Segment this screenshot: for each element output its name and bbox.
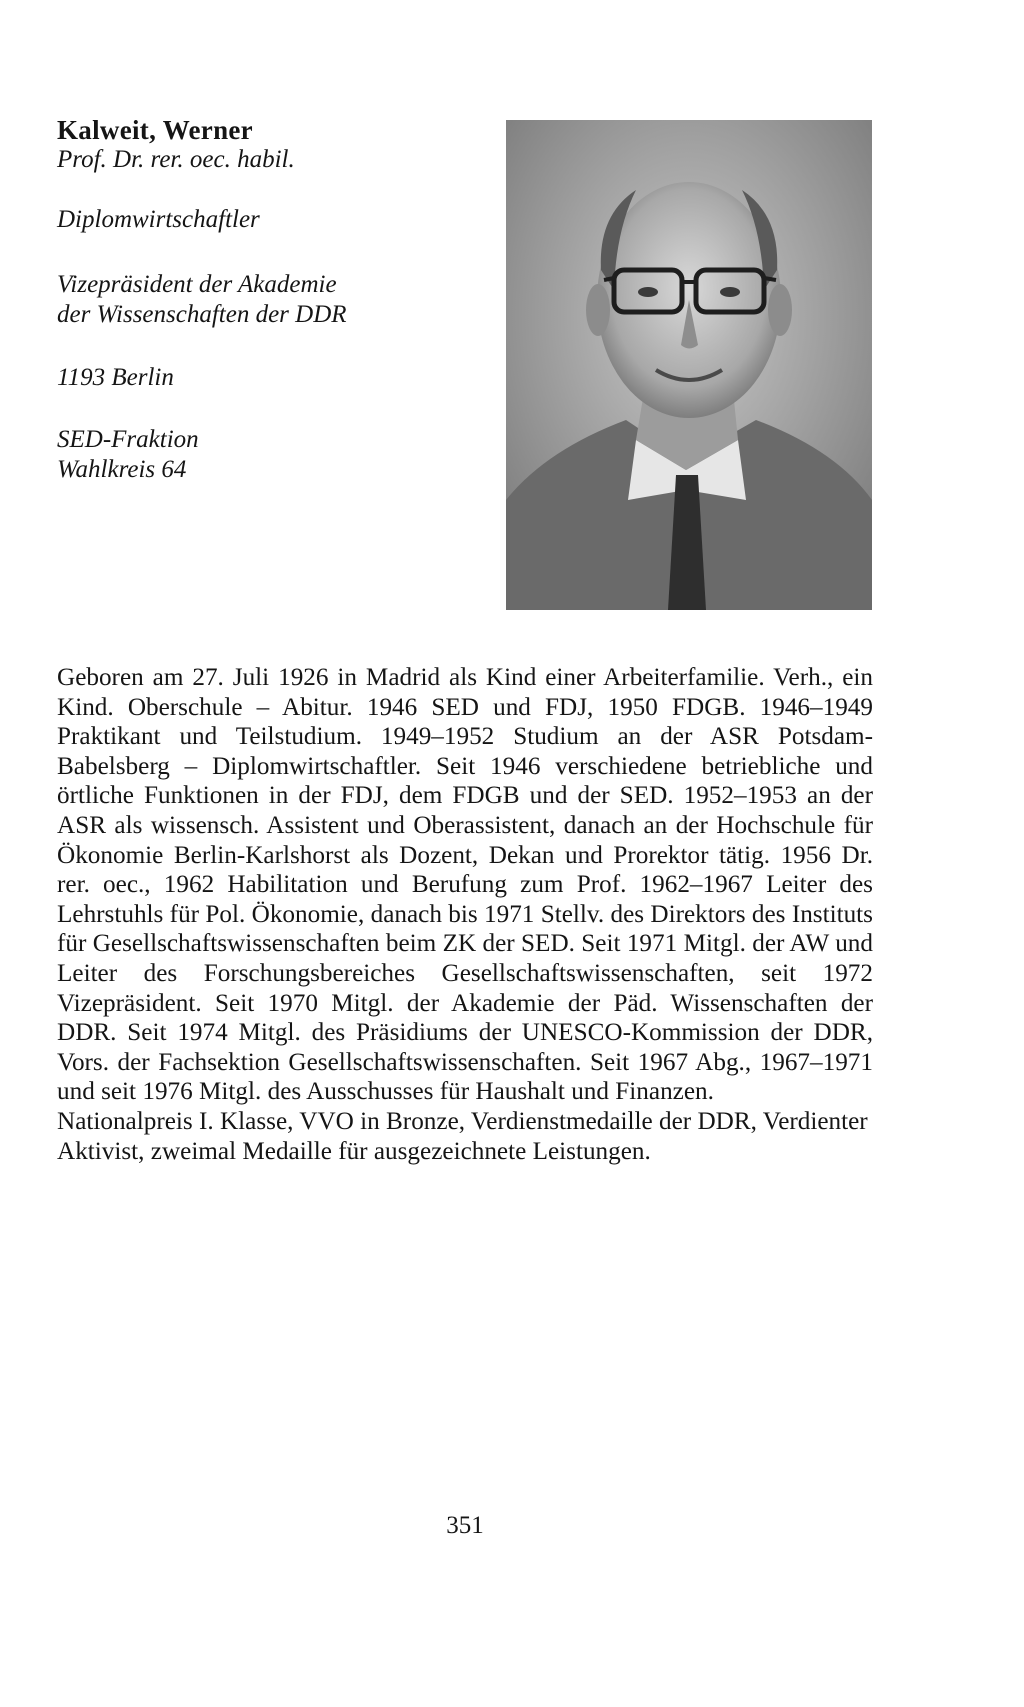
location: 1193 Berlin — [57, 364, 174, 391]
faction: SED-Fraktion — [57, 426, 199, 453]
portrait-photo — [506, 120, 872, 610]
constituency: Wahlkreis 64 — [57, 456, 187, 483]
faction-block — [57, 425, 199, 485]
position-block — [57, 270, 347, 330]
page-number: 351 — [446, 1512, 484, 1539]
profession-block — [57, 205, 260, 235]
profession: Diplomwirtschaftler — [57, 206, 260, 233]
biography-awards: Nationalpreis I. Klasse, VVO in Bronze, Verdienstmedaille der DDR, Verdienter Aktivist, zweimal Medaille für ausgezeichnete Leistungen. — [57, 1107, 868, 1165]
position-line-1: Vizepräsident der Akademie — [57, 271, 337, 298]
name-block — [57, 115, 295, 175]
position-line-2: der Wissenschaften der DDR — [57, 301, 347, 328]
portrait-image — [506, 120, 872, 610]
biography-main: Geboren am 27. Juli 1926 in Madrid als Kind einer Arbeiterfamilie. Verh., ein Kind. Oberschule – Abitur. 1946 SED und FDJ, 1950 FDGB. 1946–1949 Praktikant und Teilstudium. 1949–1952 Studium an der ASR Potsdam-Babelsberg – Diplomwirtschaftler. Seit 1946 verschiedene betriebliche und örtliche Funktionen in der FDJ, dem FDGB und der SED. 1952–1953 an der ASR als wissensch. Assistent und Oberassistent, danach an der Hochschule für Ökonomie Berlin-Karlshorst als Dozent, Dekan und Prorektor tätig. 1956 Dr. rer. oec., 1962 Habilitation und Berufung zum Prof. 1962–1967 Leiter des Lehrstuhls für Pol. Ökonomie, danach bis 1971 Stellv. des Direktors des Instituts für Gesellschaftswissenschaften beim ZK der SED. Seit 1971 Mitgl. der AW und Leiter des Forschungsbereiches Gesellschaftswissenschaften, seit 1972 Vizepräsident. Seit 1970 Mitgl. der Akademie der Päd. Wissenschaften der DDR. Seit 1974 Mitgl. des Präsidiums der UNESCO-Kommission der DDR, Vors. der Fachsektion Gesellschaftswissenschaften. Seit 1967 Abg., 1967–1971 und seit 1976 Mitgl. des Ausschusses für Haushalt und Finanzen. — [57, 664, 873, 1106]
biography — [57, 663, 873, 1166]
location-block — [57, 363, 174, 393]
person-name: Kalweit, Werner — [57, 115, 253, 145]
academic-title: Prof. Dr. rer. oec. habil. — [57, 146, 295, 173]
